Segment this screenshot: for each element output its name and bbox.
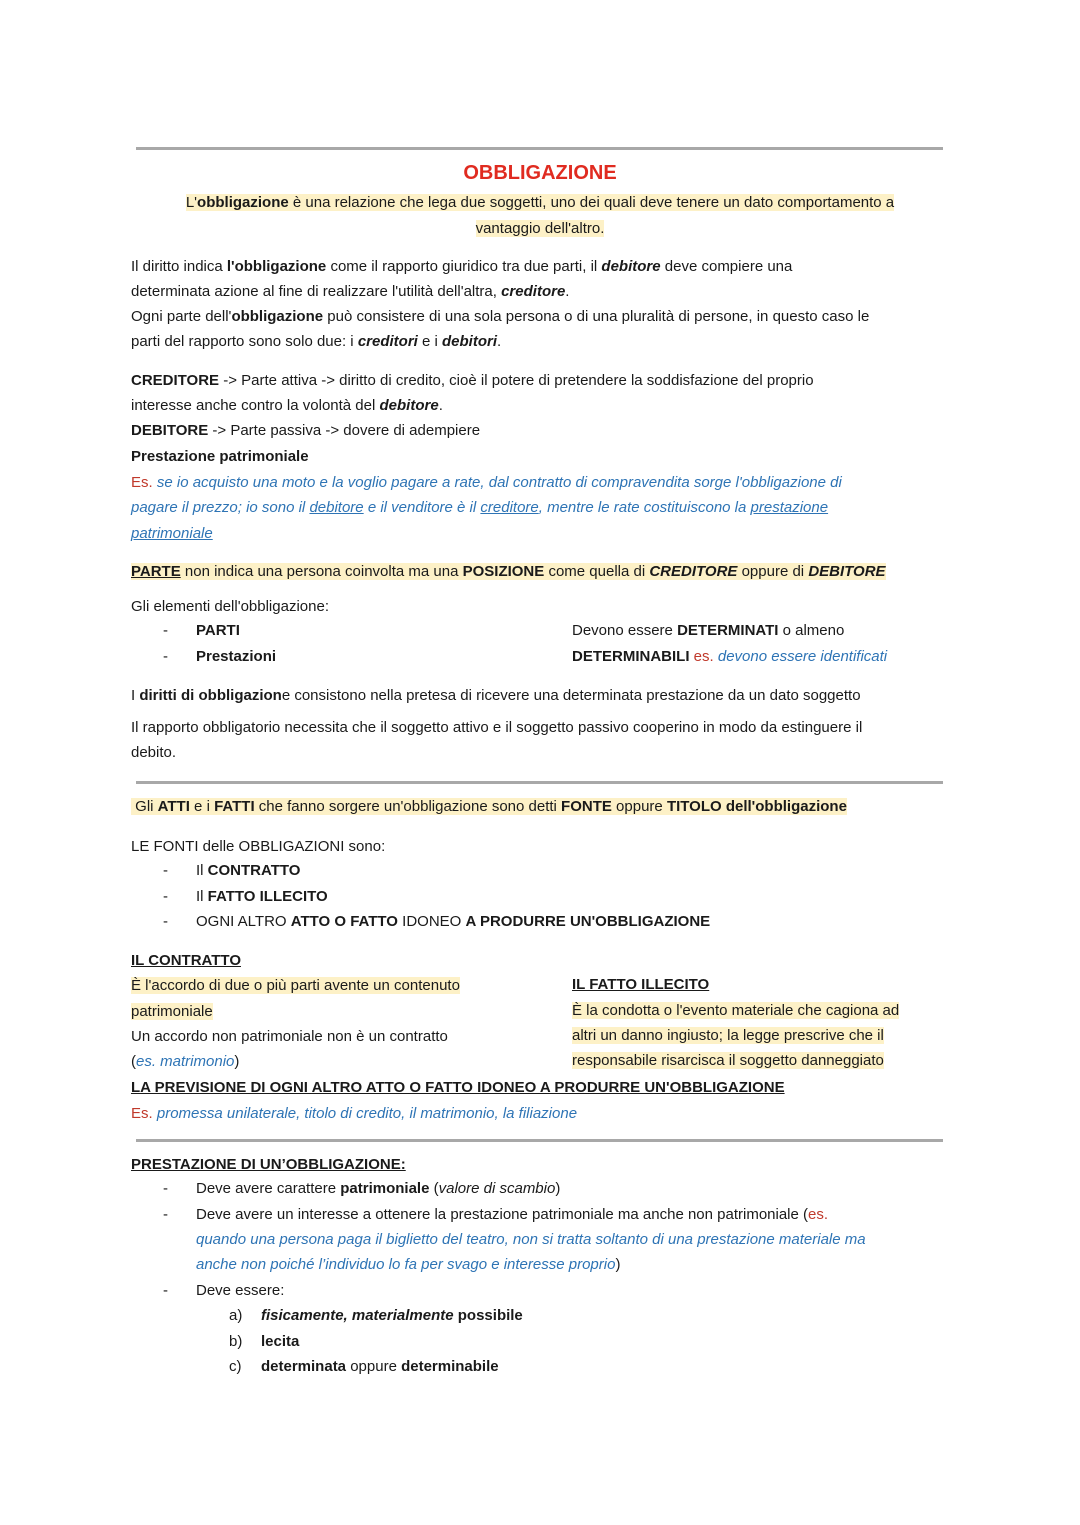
requirement-b: b) lecita <box>229 1333 300 1350</box>
para1-line-1: Il diritto indica l'obbligazione come il rapporto giuridico tra due parti, il debitore deve compiere una <box>131 258 793 275</box>
fonte-contratto: Il CONTRATTO <box>196 862 301 879</box>
prestazione-patrimoniale-label: Prestazione patrimoniale <box>131 448 309 465</box>
bullet-dash: - <box>163 913 168 930</box>
bullet-dash: - <box>163 1180 168 1197</box>
para1-line-4: parti del rapporto sono solo due: i creditori e i debitori. <box>131 333 502 350</box>
element-prestazioni: Prestazioni <box>196 648 277 665</box>
bullet-dash: - <box>163 622 168 639</box>
requirement-a: a) fisicamente, materialmente possibile <box>229 1307 523 1324</box>
bullet-dash: - <box>163 1206 168 1223</box>
bullet-dash: - <box>163 648 168 665</box>
elements-right-line-2: DETERMINABILI es. devono essere identificati <box>572 648 888 665</box>
previsione-heading: LA PREVISIONE DI OGNI ALTRO ATTO O FATTO IDONEO A PRODURRE UN'OBBLIGAZIONE <box>131 1079 785 1096</box>
contratto-line-3: Un accordo non patrimoniale non è un contratto <box>131 1028 448 1045</box>
bullet-dash: - <box>163 862 168 879</box>
prestazione-item-2-line-3: anche non poiché l’individuo lo fa per svago e interesse proprio) <box>196 1256 621 1273</box>
rapporto-line-2: debito. <box>131 744 177 761</box>
example1-line-3: patrimoniale <box>131 525 213 542</box>
fonte-fatto-illecito: Il FATTO ILLECITO <box>196 888 328 905</box>
divider <box>136 781 943 784</box>
parte-line: PARTE non indica una persona coinvolta ma una POSIZIONE come quella di CREDITORE oppure di DEBITORE <box>131 563 886 580</box>
example1-line-1: Es. se io acquisto una moto e la voglio pagare a rate, dal contratto di compravendita sorge l'obbligazione di <box>131 474 842 491</box>
contratto-line-4: (es. matrimonio) <box>131 1053 240 1070</box>
requirement-c: c) determinata oppure determinabile <box>229 1358 499 1375</box>
prestazione-item-2-line-1: Deve avere un interesse a ottenere la prestazione patrimoniale ma anche non patrimoniale (es. <box>196 1206 829 1223</box>
bullet-dash: - <box>163 1282 168 1299</box>
definition-line-1: L'obbligazione è una relazione che lega due soggetti, uno dei quali deve tenere un dato comportamento a <box>185 194 895 211</box>
definition-line-2: vantaggio dell'altro. <box>475 220 605 237</box>
rapporto-line-1: Il rapporto obbligatorio necessita che il soggetto attivo e il soggetto passivo cooperino in modo da estinguere il <box>131 719 863 736</box>
illecito-heading: IL FATTO ILLECITO <box>572 976 710 993</box>
illecito-line-3: responsabile risarcisca il soggetto danneggiato <box>572 1052 884 1069</box>
element-parti: PARTI <box>196 622 240 639</box>
diritti-line: I diritti di obbligazione consistono nella pretesa di ricevere una determinata prestazione da un dato soggetto <box>131 687 861 704</box>
contratto-heading: IL CONTRATTO <box>131 952 241 969</box>
fonte-altro-atto: OGNI ALTRO ATTO O FATTO IDONEO A PRODURRE UN'OBBLIGAZIONE <box>196 913 711 930</box>
debitore-line: DEBITORE -> Parte passiva -> dovere di adempiere <box>131 422 481 439</box>
prestazione-item-1: Deve avere carattere patrimoniale (valore di scambio) <box>196 1180 561 1197</box>
contratto-line-1: È l'accordo di due o più parti avente un contenuto <box>131 977 460 994</box>
para1-line-2: determinata azione al fine di realizzare l'utilità dell'altra, creditore. <box>131 283 570 300</box>
elements-heading: Gli elementi dell'obbligazione: <box>131 598 329 615</box>
para1-line-3: Ogni parte dell'obbligazione può consistere di una sola persona o di una pluralità di persone, in questo caso le <box>131 308 870 325</box>
previsione-example: Es. promessa unilaterale, titolo di credito, il matrimonio, la filiazione <box>131 1105 578 1122</box>
creditore-line-2: interesse anche contro la volontà del debitore. <box>131 397 443 414</box>
contratto-line-2: patrimoniale <box>131 1003 213 1020</box>
bullet-dash: - <box>163 888 168 905</box>
elements-right-line-1: Devono essere DETERMINATI o almeno <box>572 622 845 639</box>
fonti-heading: LE FONTI delle OBBLIGAZIONI sono: <box>131 838 386 855</box>
prestazione-heading: PRESTAZIONE DI UN’OBBLIGAZIONE: <box>131 1156 406 1173</box>
page-title: OBBLIGAZIONE <box>463 162 617 184</box>
illecito-line-1: È la condotta o l'evento materiale che cagiona ad <box>572 1002 900 1019</box>
prestazione-item-3: Deve essere: <box>196 1282 285 1299</box>
example1-line-2: pagare il prezzo; io sono il debitore e il venditore è il creditore, mentre le rate costituiscono la prestazione <box>131 499 829 516</box>
prestazione-item-2-line-2: quando una persona paga il biglietto del teatro, non si tratta soltanto di una prestazione materiale ma <box>196 1231 866 1248</box>
creditore-line-1: CREDITORE -> Parte attiva -> diritto di credito, cioè il potere di pretendere la soddisfazione del proprio <box>131 372 814 389</box>
illecito-line-2: altri un danno ingiusto; la legge prescrive che il <box>572 1027 884 1044</box>
atti-line: Gli ATTI e i FATTI che fanno sorgere un'obbligazione sono detti FONTE oppure TITOLO dell'obbligazione <box>131 797 847 817</box>
top-divider <box>136 147 943 150</box>
divider <box>136 1139 943 1142</box>
